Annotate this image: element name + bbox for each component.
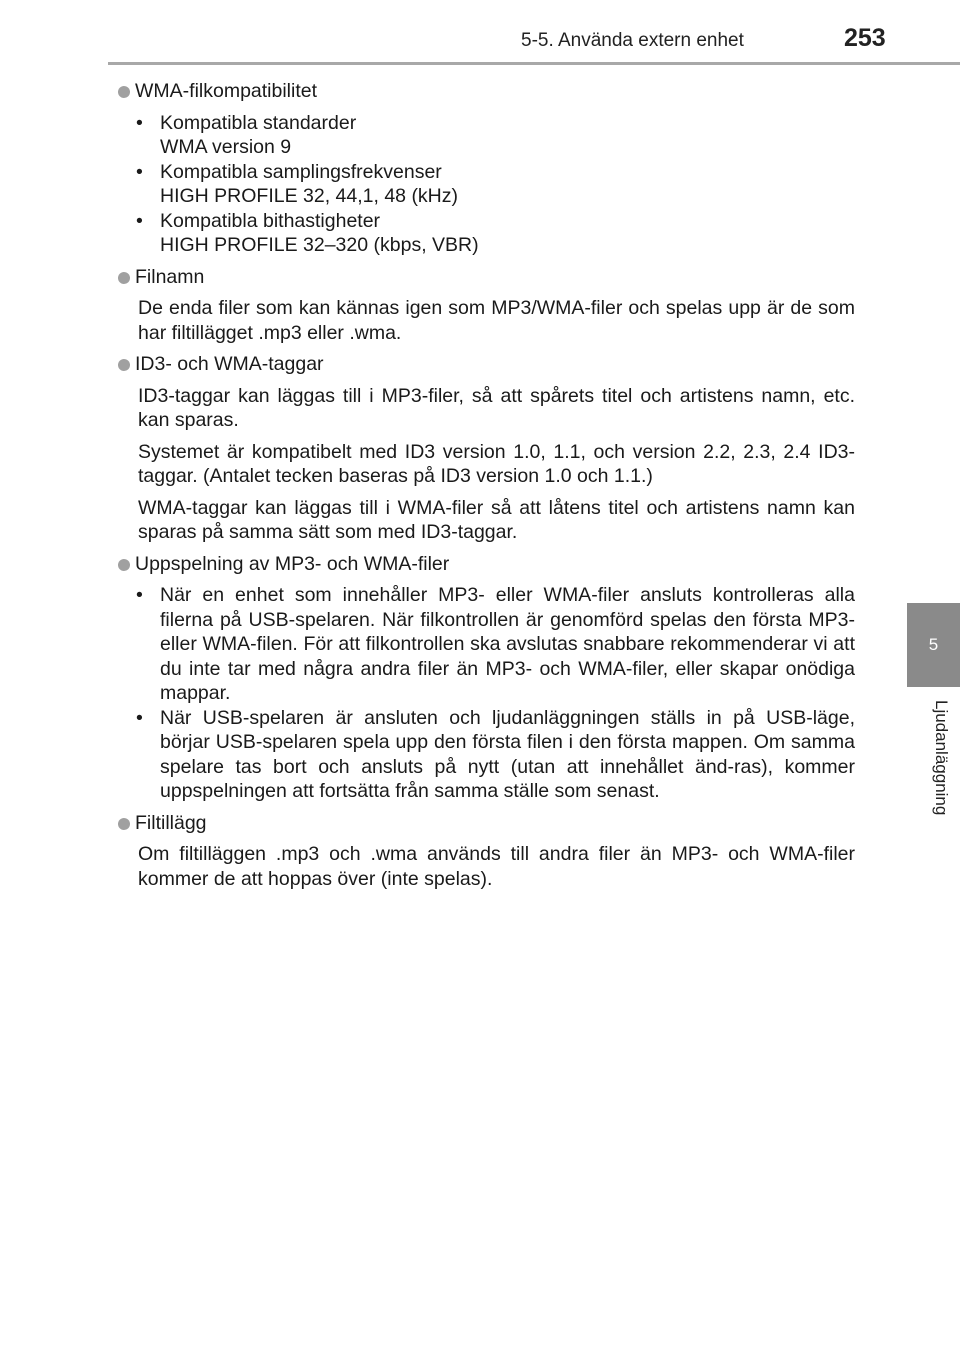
bullet-dot-icon <box>118 272 130 284</box>
document-body <box>118 79 855 891</box>
sub-text: Kompatibla samplingsfrekvenser <box>160 160 442 183</box>
section-id3-wma-tags <box>118 352 855 545</box>
bullet-dot-icon <box>118 359 130 371</box>
sub-text: När USB-spelaren är ansluten och ljudanläggningen ställs in på USB-läge, börjar USB-spelaren spela upp den första filen i den första mappen. Om samma spelare tas bort och ansluts på nytt (utan att innehållet änd-ras), kommer uppspelningen att fortsätta från samma ställe som senast. <box>160 706 855 802</box>
paragraph: ID3-taggar kan läggas till i MP3-filer, så att spårets titel och artistens namn, etc. kan sparas. <box>138 384 855 431</box>
sub-text: När en enhet som innehåller MP3- eller WMA-filer ansluts kontrolleras alla filerna på USB-spelaren. När filkontrollen är genomförd spelas den första MP3- eller WMA-filen. För att filkontrollen ska avslutas snabbare rekommenderar vi att du inte tar med några andra filer än MP3- och WMA-filer, eller skapar onödiga mappar. <box>160 584 855 704</box>
item-title: Filnamn <box>135 265 205 288</box>
item-title: ID3- och WMA-taggar <box>135 353 324 375</box>
paragraph: De enda filer som kan kännas igen som MP3/WMA-filer och spelas upp är de som har filtillägget .mp3 eller .wma. <box>138 297 855 344</box>
section-wma-compatibility <box>118 79 855 258</box>
paragraph: Systemet är kompatibelt med ID3 version 1.0, 1.1, och version 2.2, 2.3, 2.4 ID3-taggar. (Antalet tecken baseras på ID3 version 1.0 och 1.1.) <box>138 440 855 487</box>
sub-text: Kompatibla standarder <box>160 111 357 134</box>
list-item <box>118 111 855 160</box>
bullet-dot-icon <box>118 559 130 571</box>
list-item <box>118 209 855 258</box>
section-title: 5-5. Använda extern enhet <box>521 30 744 51</box>
section-filenames <box>118 265 855 346</box>
sub-list <box>118 583 855 804</box>
item-title: WMA-filkompatibilitet <box>135 80 318 102</box>
sub-detail: HIGH PROFILE 32–320 (kbps, VBR) <box>160 234 479 256</box>
sub-detail: WMA version 9 <box>160 136 292 158</box>
page-number: 253 <box>844 24 886 52</box>
sub-detail: HIGH PROFILE 32, 44,1, 48 (kHz) <box>160 185 459 207</box>
list-item <box>118 583 855 706</box>
chapter-number: 5 <box>928 635 939 654</box>
paragraph: WMA-taggar kan läggas till i WMA-filer så att låtens titel och artistens namn kan sparas på samma sätt som med ID3-taggar. <box>138 496 855 543</box>
chapter-tab <box>907 603 960 687</box>
section-playback <box>118 552 855 804</box>
sub-list <box>118 111 855 258</box>
item-title: Filtillägg <box>135 811 207 834</box>
sub-text: Kompatibla bithastigheter <box>160 209 381 232</box>
paragraph: Om filtilläggen .mp3 och .wma används till andra filer än MP3- och WMA-filer kommer de att hoppas över (inte spelas). <box>138 843 855 890</box>
header-divider <box>108 62 960 65</box>
list-item <box>118 706 855 804</box>
item-title: Uppspelning av MP3- och WMA-filer <box>135 552 450 575</box>
bullet-dot-icon <box>118 818 130 830</box>
list-item <box>118 160 855 209</box>
bullet-dot-icon <box>118 86 130 98</box>
chapter-label: Ljudanläggning <box>932 700 951 816</box>
section-file-extension <box>118 811 855 892</box>
